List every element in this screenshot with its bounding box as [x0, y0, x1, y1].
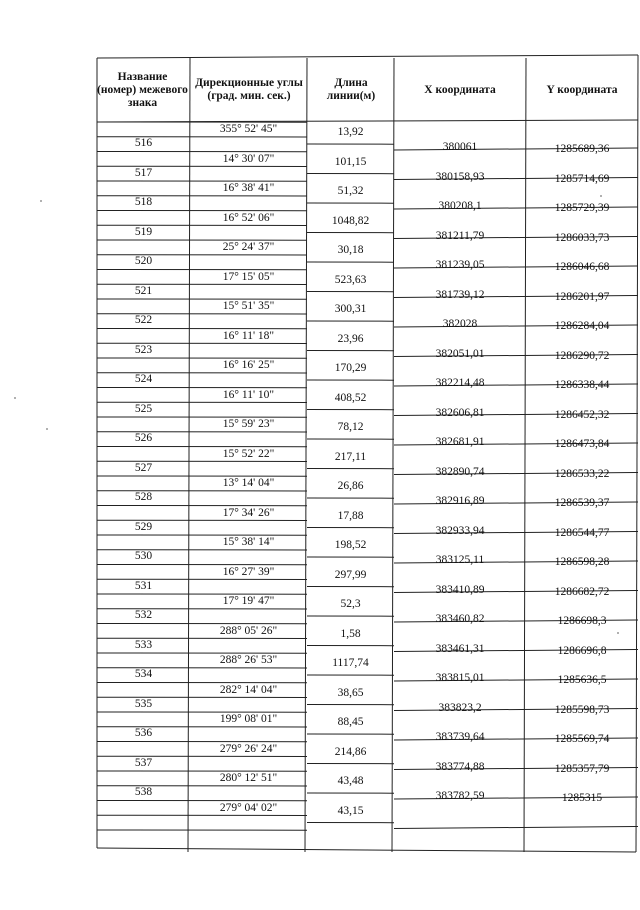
point-y: 1285636,5 [526, 674, 638, 687]
point-x: 383782,59 [394, 790, 526, 803]
segment-length: 198,52 [307, 539, 394, 552]
segment-angle: 15° 59' 23" [190, 418, 307, 431]
point-name: 523 [97, 344, 190, 357]
segment-angle: 16° 11' 10" [190, 389, 307, 402]
segment-angle: 25° 24' 37" [190, 241, 307, 254]
header-angle: Дирекционные углы (град. мин. сек.) [193, 58, 305, 122]
point-name: 518 [97, 196, 190, 209]
point-x: 382916,89 [394, 495, 526, 508]
point-name: 527 [97, 462, 190, 475]
segment-angle: 16° 16' 25" [190, 359, 307, 372]
point-x: 383739,64 [394, 731, 526, 744]
segment-length: 1048,82 [307, 215, 394, 228]
point-name: 535 [97, 698, 190, 711]
segment-length: 300,31 [307, 303, 394, 316]
point-x: 380061 [394, 141, 526, 154]
point-x: 381239,05 [394, 259, 526, 272]
point-x: 382028 [394, 318, 526, 331]
point-y: 1286284,04 [526, 320, 638, 333]
point-y: 1286338,44 [526, 379, 638, 392]
point-name: 538 [97, 786, 190, 799]
point-x: 381739,12 [394, 289, 526, 302]
segment-length: 13,92 [307, 126, 394, 139]
point-y: 1286201,97 [526, 291, 638, 304]
point-y: 1285598,73 [526, 704, 638, 717]
segment-length: 43,15 [307, 805, 394, 818]
point-y: 1286033,73 [526, 232, 638, 245]
segment-angle: 17° 15' 05" [190, 271, 307, 284]
point-x: 383410,89 [394, 584, 526, 597]
grid-line [394, 827, 638, 829]
segment-length: 43,48 [307, 775, 394, 788]
segment-length: 297,99 [307, 569, 394, 582]
point-x: 383815,01 [394, 672, 526, 685]
segment-length: 17,88 [307, 510, 394, 523]
segment-length: 23,96 [307, 333, 394, 346]
segment-angle: 288° 26' 53" [190, 654, 307, 667]
point-y: 1286473,84 [526, 438, 638, 451]
scan-speck [40, 200, 42, 202]
segment-angle: 288° 05' 26" [190, 625, 307, 638]
point-name: 521 [97, 285, 190, 298]
header-name: Название (номер) межевого знака [97, 58, 188, 122]
scan-speck [600, 195, 602, 197]
point-x: 382890,74 [394, 466, 526, 479]
segment-length: 214,86 [307, 746, 394, 759]
header-length: Длина линии(м) [309, 58, 393, 122]
point-name: 534 [97, 668, 190, 681]
scan-speck [617, 632, 619, 634]
point-name: 536 [97, 727, 190, 740]
segment-length: 52,3 [307, 598, 394, 611]
point-x: 382606,81 [394, 407, 526, 420]
point-name: 530 [97, 550, 190, 563]
segment-angle: 15° 38' 14" [190, 536, 307, 549]
point-y: 1286539,37 [526, 497, 638, 510]
header-x: X координата [396, 58, 524, 122]
point-name: 520 [97, 255, 190, 268]
point-y: 1285569,74 [526, 733, 638, 746]
point-y: 1286533,22 [526, 468, 638, 481]
point-x: 382933,94 [394, 525, 526, 538]
point-name: 526 [97, 432, 190, 445]
segment-length: 51,32 [307, 185, 394, 198]
point-x: 383460,82 [394, 613, 526, 626]
point-y: 1286598,28 [526, 556, 638, 569]
point-y: 1286696,8 [526, 645, 638, 658]
point-x: 380208,1 [394, 200, 526, 213]
segment-angle: 16° 11' 18" [190, 330, 307, 343]
segment-length: 217,11 [307, 451, 394, 464]
point-y: 1286544,77 [526, 527, 638, 540]
point-x: 382051,01 [394, 348, 526, 361]
segment-angle: 17° 34' 26" [190, 507, 307, 520]
point-y: 1286452,32 [526, 409, 638, 422]
segment-length: 38,65 [307, 687, 394, 700]
segment-length: 1,58 [307, 628, 394, 641]
segment-length: 78,12 [307, 421, 394, 434]
segment-length: 30,18 [307, 244, 394, 257]
point-y: 1285714,69 [526, 173, 638, 186]
segment-length: 1117,74 [307, 657, 394, 670]
segment-angle: 16° 27' 39" [190, 566, 307, 579]
segment-angle: 16° 52' 06" [190, 212, 307, 225]
segment-angle: 279° 26' 24" [190, 743, 307, 756]
point-x: 381211,79 [394, 230, 526, 243]
segment-angle: 17° 19' 47" [190, 595, 307, 608]
point-name: 529 [97, 521, 190, 534]
scan-speck [46, 428, 48, 430]
segment-length: 101,15 [307, 156, 394, 169]
segment-angle: 355° 52' 45" [190, 123, 307, 136]
point-x: 380158,93 [394, 171, 526, 184]
point-name: 531 [97, 580, 190, 593]
segment-angle: 16° 38' 41" [190, 182, 307, 195]
segment-angle: 282° 14' 04" [190, 684, 307, 697]
point-y: 1285689,36 [526, 143, 638, 156]
point-x: 383823,2 [394, 702, 526, 715]
point-x: 383774,88 [394, 761, 526, 774]
point-name: 533 [97, 639, 190, 652]
point-name: 528 [97, 491, 190, 504]
point-name: 516 [97, 137, 190, 150]
point-y: 1285729,39 [526, 202, 638, 215]
segment-angle: 279° 04' 02" [190, 802, 307, 815]
point-name: 522 [97, 314, 190, 327]
point-name: 519 [97, 226, 190, 239]
point-name: 537 [97, 757, 190, 770]
point-y: 1285357,79 [526, 763, 638, 776]
point-y: 1286682,72 [526, 586, 638, 599]
point-name: 517 [97, 167, 190, 180]
segment-length: 408,52 [307, 392, 394, 405]
point-x: 382681,91 [394, 436, 526, 449]
point-name: 524 [97, 373, 190, 386]
segment-angle: 15° 51' 35" [190, 300, 307, 313]
header-y: Y координата [528, 58, 636, 122]
segment-angle: 14° 30' 07" [190, 153, 307, 166]
scan-speck [14, 397, 16, 399]
point-x: 382214,48 [394, 377, 526, 390]
segment-length: 523,63 [307, 274, 394, 287]
grid-line [97, 848, 636, 852]
segment-angle: 13° 14' 04" [190, 477, 307, 490]
segment-angle: 199° 08' 01" [190, 713, 307, 726]
point-y: 1286698,3 [526, 615, 638, 628]
segment-length: 88,45 [307, 716, 394, 729]
point-y: 1285315 [526, 792, 638, 805]
segment-angle: 280° 12' 51" [190, 772, 307, 785]
segment-angle: 15° 52' 22" [190, 448, 307, 461]
point-x: 383125,11 [394, 554, 526, 567]
segment-length: 26,86 [307, 480, 394, 493]
point-x: 383461,31 [394, 643, 526, 656]
point-y: 1286290,72 [526, 350, 638, 363]
segment-length: 170,29 [307, 362, 394, 375]
point-name: 525 [97, 403, 190, 416]
point-y: 1286046,68 [526, 261, 638, 274]
point-name: 532 [97, 609, 190, 622]
